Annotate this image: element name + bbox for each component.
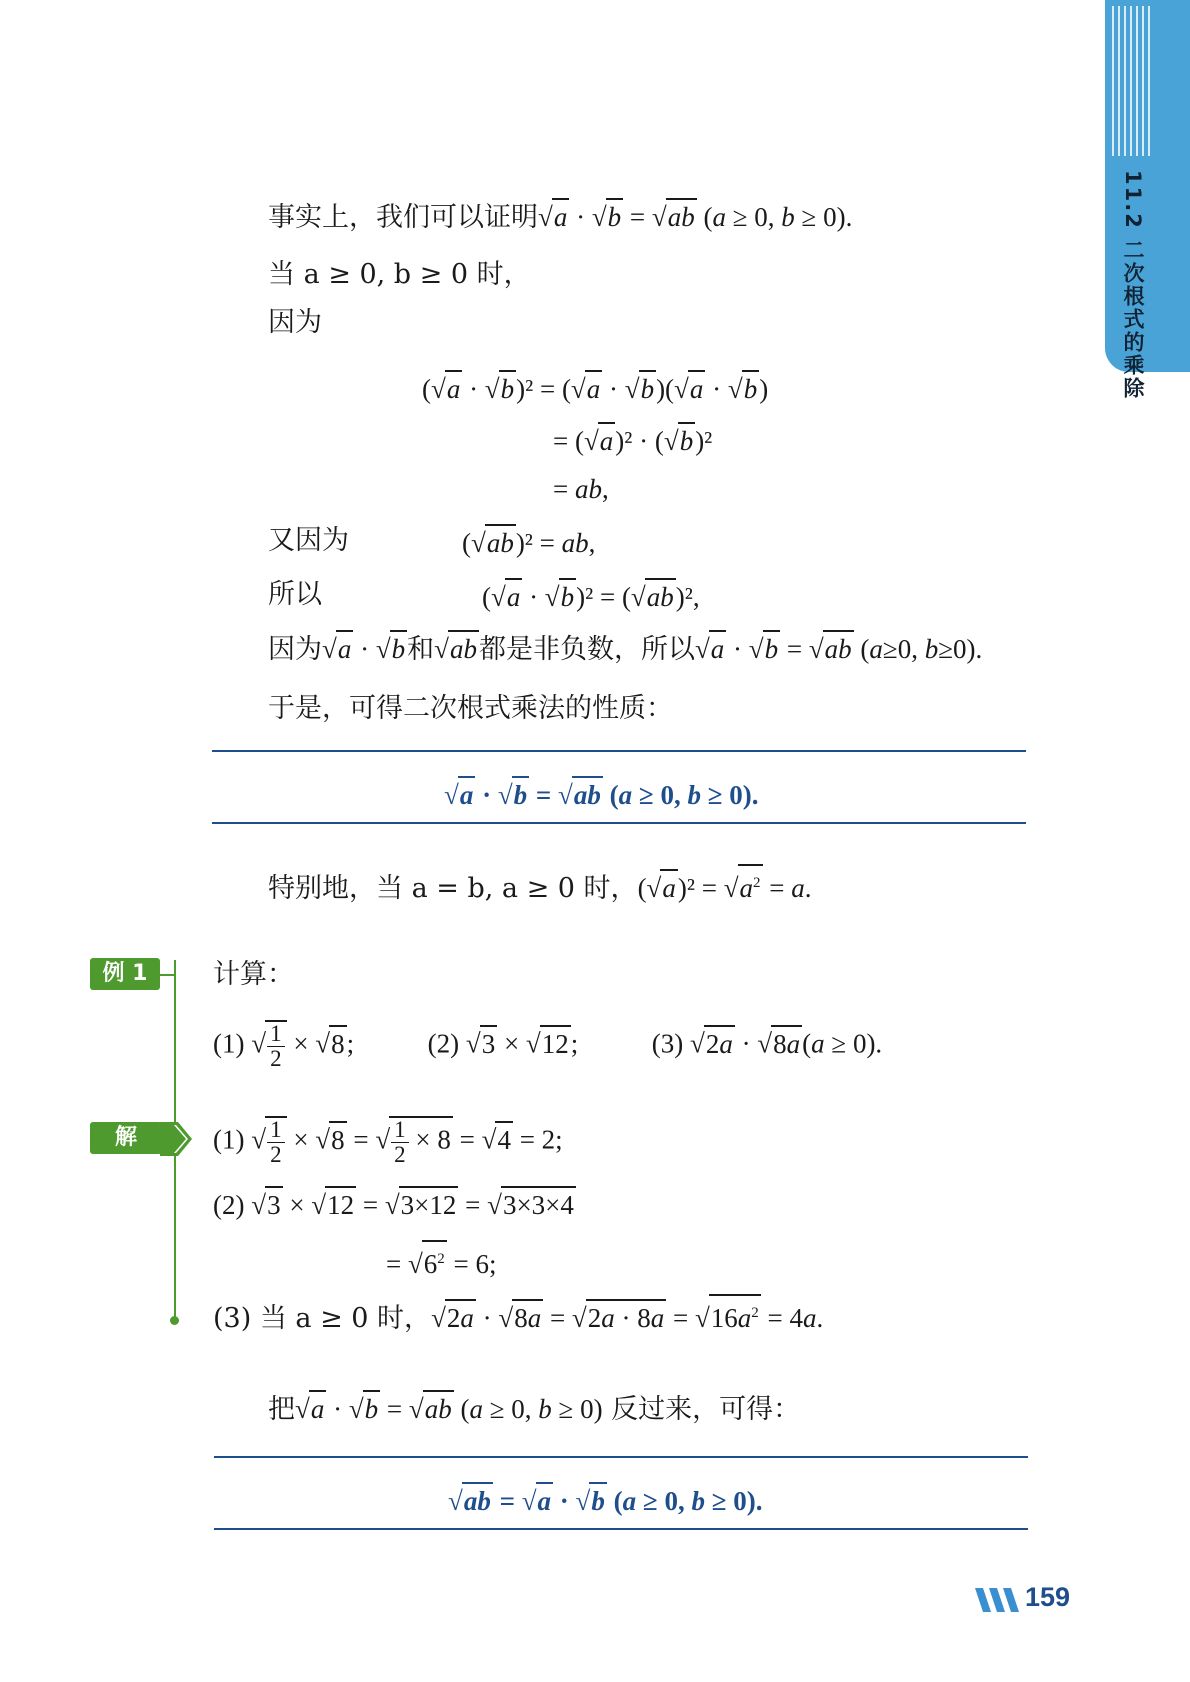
also-because-formula: (√ab)² = ab, xyxy=(462,524,595,560)
example-title: 计算： xyxy=(213,959,294,990)
conclude-line: 于是，可得二次根式乘法的性质： xyxy=(268,693,673,724)
solution-step-3: (3) 当 a ≥ 0 时，$√2a \cdot √8a = √2a \cdot 8a = √16a^2 = 4a$. xyxy=(213,1294,823,1336)
example-problems: (1) √ $\frac{1}{2}$ × √8; (2) √3 × √12; (3) √2a · √8a(a ≥ 0). xyxy=(213,1021,883,1071)
therefore-formula: (√a · √b)² = (√ab)², xyxy=(482,578,700,614)
side-decoration xyxy=(1112,6,1150,156)
special-line: 特别地，当 a = b, a ≥ 0 时，$(√a)^2 = √a^2 = a$. xyxy=(268,864,812,906)
intro-line-1: 事实上，我们可以证明√a · √b = √ab (a ≥ 0, b ≥ 0). xyxy=(268,198,852,235)
reverse-rule: √ab = √a · √b (a ≥ 0, b ≥ 0). xyxy=(448,1482,763,1518)
solution-arrow-icon xyxy=(160,1122,194,1156)
also-because-label: 又因为 xyxy=(268,525,349,556)
derivation-line-1: (√a · √b)² = (√a · √b)(√a · √b) xyxy=(422,370,768,406)
rule-top xyxy=(212,750,1026,752)
solution-step-2b: = $√6^2 = 6$; xyxy=(386,1240,497,1281)
solution-step-1: (1) √ $\frac{1}{2}$ × √8 = √ $\frac{1}{2}$ × 8 = √4 = 2; xyxy=(213,1117,563,1167)
derivation-line-3: = ab, xyxy=(553,474,609,504)
section-label: 11.2 二次根式的乘除 xyxy=(1121,170,1145,401)
rule2-top xyxy=(214,1456,1028,1458)
when-line: 当 a ≥ 0, b ≥ 0 时， xyxy=(268,259,531,290)
example-tag: 例 1 xyxy=(90,958,160,990)
reverse-line: 把√a · √b = √ab (a ≥ 0, b ≥ 0) 反过来，可得： xyxy=(268,1390,800,1427)
example-vline-end xyxy=(170,1316,179,1325)
solution-tag: 解 xyxy=(90,1122,162,1154)
rule-bottom xyxy=(212,822,1026,824)
derivation-line-2: = (√a)² · (√b)² xyxy=(553,422,712,458)
solution-step-2: (2) √3 × √12 = √3×12 = √3×3×4 xyxy=(213,1186,576,1222)
nonneg-line: 因为√a · √b和√ab都是非负数，所以√a · √b = √ab (a≥0, b≥0). xyxy=(268,630,982,667)
product-rule: √a · √b = √ab (a ≥ 0, b ≥ 0). xyxy=(444,776,759,812)
page-number: 159 xyxy=(1025,1582,1071,1612)
also-because-line xyxy=(268,524,349,558)
therefore-label: 所以 xyxy=(268,579,322,610)
page-mark-icon xyxy=(975,1586,1023,1614)
intro-prefix: 事实上，我们可以证明 xyxy=(268,202,538,233)
because-line: 因为 xyxy=(268,307,322,338)
rule2-bottom xyxy=(214,1528,1028,1530)
therefore-line xyxy=(268,578,322,612)
